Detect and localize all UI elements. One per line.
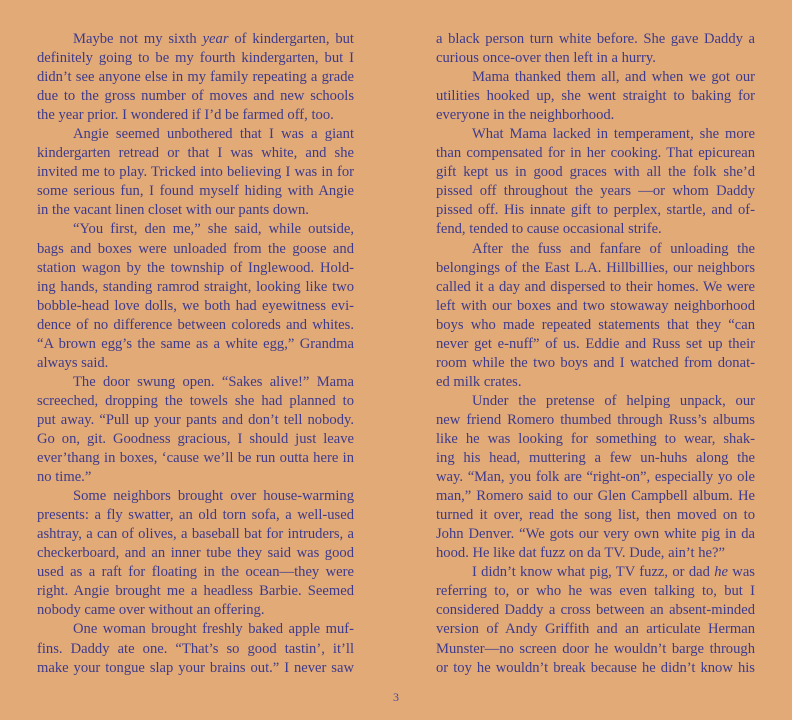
text-line: definitely going to be my fourth kindergarten, but I bbox=[37, 50, 354, 67]
text-line: everyone in the neighborhood. bbox=[436, 107, 615, 124]
text-line: hood. He like dat fuzz on da TV. Dude, ain’t he?” bbox=[436, 545, 725, 562]
text-line: in the vacant linen closet with our pants down. bbox=[37, 202, 309, 219]
text-line: belongings of the East L.A. Hillbillies, our neighbors bbox=[436, 259, 755, 276]
text-line: dence of no difference between coloreds and whites. bbox=[37, 316, 354, 333]
text-line: Mama thanked them all, and when we got our bbox=[472, 69, 755, 86]
text-line: pissed off throughout the years —or whom Daddy bbox=[436, 183, 755, 200]
text-line: called it a day and dispersed to their homes. We were bbox=[436, 278, 755, 295]
text-line: the year prior. I wondered if I’d be farmed off, too. bbox=[37, 107, 334, 124]
text-line: Maybe not my sixth year of kindergarten, but bbox=[73, 31, 354, 47]
text-line: nobody came over without an offering. bbox=[37, 602, 265, 619]
text-line: like he was looking for something to wear, shak- bbox=[436, 430, 755, 447]
text-line: station wagon by the township of Inglewood. Hold- bbox=[37, 259, 354, 276]
text-line: Angie seemed unbothered that I was a giant bbox=[73, 126, 354, 143]
text-line: One woman brought freshly baked apple muf- bbox=[73, 621, 354, 638]
text-line: or toy he wouldn’t break because he didn’t know his bbox=[436, 659, 755, 676]
text-line: Go on, git. Goodness gracious, I should just leave bbox=[37, 430, 354, 447]
text-line: didn’t see anyone else in my family repeating a grade bbox=[37, 69, 354, 86]
text-line: invited me to play. Tricked into believing I was in for bbox=[37, 164, 354, 181]
text-line: a black person turn white before. She gave Daddy a bbox=[436, 31, 755, 47]
text-line: considered Daddy a cross between an absent-minded bbox=[436, 602, 755, 619]
text-line: some serious fun, I found myself hiding with Angie bbox=[37, 183, 354, 200]
text-line: left with our boxes and two stowaway neighborhood bbox=[436, 297, 755, 314]
right-text-column bbox=[436, 30, 755, 678]
text-line: John Denver. “We gots our very own white pig in da bbox=[436, 526, 755, 543]
text-line: What Mama lacked in temperament, she more bbox=[472, 126, 755, 143]
text-line: room while the two boys and I watched from donat- bbox=[436, 354, 755, 371]
text-line: no time.” bbox=[37, 469, 92, 486]
text-line: screeched, dropping the towels she had planned to bbox=[37, 392, 354, 409]
text-line: Under the pretense of helping unpack, our bbox=[472, 392, 755, 409]
text-line: utilities hooked up, she went straight to baking for bbox=[436, 88, 755, 105]
text-line: presents: a fly swatter, an old torn sofa, a well-used bbox=[37, 507, 354, 524]
text-line: due to the gross number of moves and new schools bbox=[37, 88, 354, 105]
text-line: After the fuss and fanfare of unloading the bbox=[472, 240, 755, 257]
text-line: ashtray, a can of olives, a baseball bat for intruders, a bbox=[37, 526, 354, 543]
text-line: ing hands, standing ramrod straight, looking like two bbox=[37, 278, 354, 295]
text-line: I didn’t know what pig, TV fuzz, or dad he was bbox=[472, 564, 755, 581]
page-number: 3 bbox=[393, 690, 399, 704]
text-line: right. Angie brought me a headless Barbie. Seemed bbox=[37, 583, 354, 600]
text-line: new friend Romero thumbed through Russ’s albums bbox=[436, 411, 755, 428]
text-line: kindergarten retread or that I was white, and she bbox=[37, 145, 354, 162]
text-line: fend, tended to cause occasional strife. bbox=[436, 221, 662, 238]
text-line: pissed off. His innate gift to perplex, startle, and of- bbox=[436, 202, 755, 219]
text-line: ed milk crates. bbox=[436, 373, 522, 390]
text-line: than compensated for in her cooking. That epicurean bbox=[436, 145, 755, 162]
text-line: ever’thang in boxes, ‘cause we’ll be run outta here in bbox=[37, 450, 354, 467]
text-line: boys who made repeated statements that they “can bbox=[436, 316, 755, 333]
text-line: way. “Man, you folk are “right-on”, especially yo ole bbox=[436, 469, 755, 486]
text-line: fins. Daddy ate one. “That’s so good tastin’, it’ll bbox=[37, 640, 354, 657]
text-line: version of Andy Griffith and an articulate Herman bbox=[436, 621, 755, 638]
text-line: referring to, or who he was even talking to, but I bbox=[436, 583, 755, 600]
text-line: The door swung open. “Sakes alive!” Mama bbox=[73, 373, 354, 390]
text-line: gift kept us in good graces with all the folk she’d bbox=[436, 164, 755, 181]
text-line: put away. “Pull up your pants and don’t tell nobody. bbox=[37, 411, 354, 428]
text-line: “A brown egg’s the same as a white egg,” Grandma bbox=[37, 335, 354, 352]
text-line: Munster—no screen door he wouldn’t barge through bbox=[436, 640, 755, 657]
text-line: checkerboard, and an inner tube they said was good bbox=[37, 545, 354, 562]
text-line: “You first, den me,” she said, while outside, bbox=[73, 221, 354, 238]
text-line: ing his head, muttering a few un-huhs along the bbox=[436, 450, 755, 467]
text-line: curious once-over then left in a hurry. bbox=[436, 50, 656, 67]
text-line: always said. bbox=[37, 354, 109, 371]
text-line: man,” Romero said to our Glen Campbell album. He bbox=[436, 488, 755, 505]
text-line: bags and boxes were unloaded from the goose and bbox=[37, 240, 354, 257]
text-line: turned it over, read the song list, then moved on to bbox=[436, 507, 755, 524]
text-line: Some neighbors brought over house-warming bbox=[73, 488, 354, 505]
text-line: used as a raft for floating in the ocean—they were bbox=[37, 564, 354, 581]
text-line: make your tongue slap your brains out.” I never saw bbox=[37, 659, 354, 676]
text-line: never get e-nuff” of us. Eddie and Russ set up their bbox=[436, 335, 755, 352]
text-line: bobble-head love dolls, we both had eyewitness evi- bbox=[37, 297, 354, 314]
left-text-column bbox=[37, 30, 354, 678]
